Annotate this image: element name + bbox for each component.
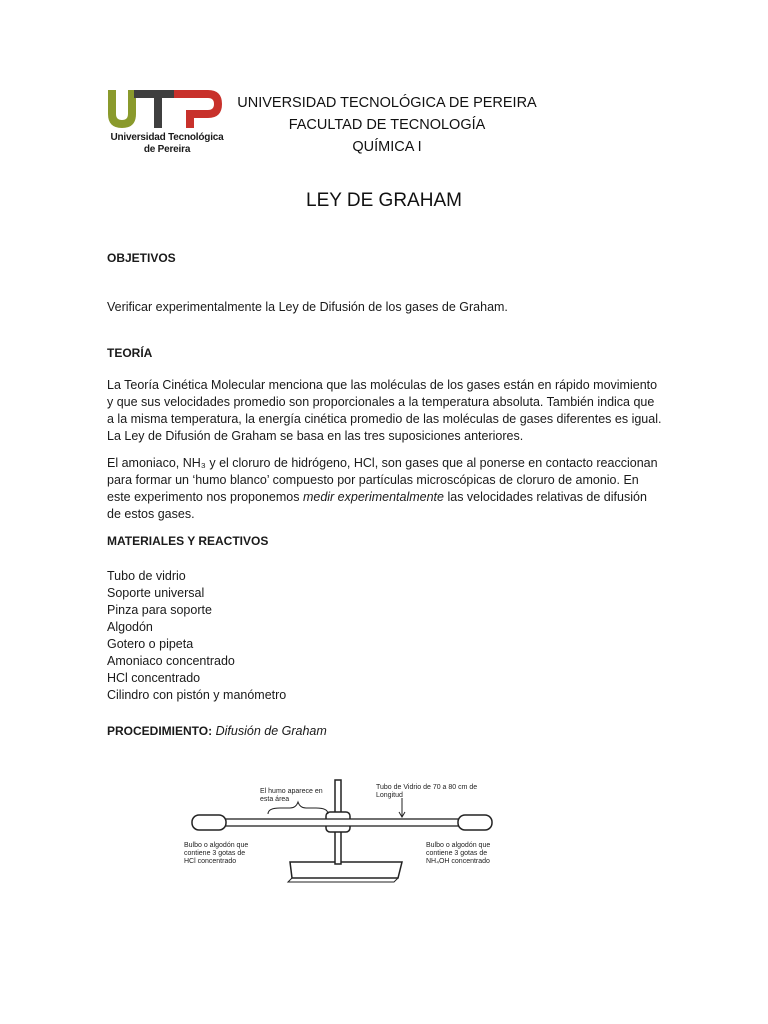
graham-diffusion-diagram — [140, 770, 528, 900]
list-item: Pinza para soporte — [107, 603, 212, 617]
teoria-p2-emphasis: medir experimentalmente — [302, 490, 444, 504]
procedimiento-subtitle: Difusión de Graham — [215, 724, 327, 738]
course-name: QUÍMICA I — [352, 139, 422, 155]
document-body — [107, 250, 667, 740]
procedimiento-heading: PROCEDIMIENTO: — [107, 724, 213, 738]
teoria-p1-line: y que sus velocidades promedio son proporcionales a la temperatura absoluta. También indica que — [107, 395, 655, 409]
materiales-list — [107, 568, 667, 704]
teoria-p1-line: La Teoría Cinética Molecular menciona que las moléculas de los gases están en rápido movimiento — [107, 378, 658, 392]
label-line: El humo aparece en — [260, 788, 323, 795]
teoria-p2-line: El amoniaco, NH₃ y el cloruro de hidrógeno, HCl, son gases que al ponerse en contacto reaccionan — [107, 456, 658, 470]
teoria-paragraph-2 — [107, 455, 667, 523]
label-line: esta área — [260, 796, 290, 803]
label-line: Bulbo o algodón que — [184, 842, 249, 849]
label-line: HCl concentrado — [184, 858, 237, 865]
teoria-p2-line: de estos gases. — [107, 507, 195, 521]
label-hcl-bulb — [184, 842, 248, 866]
utp-logo — [104, 86, 234, 166]
label-line: Bulbo o algodón que — [426, 842, 491, 849]
university-name: UNIVERSIDAD TECNOLÓGICA DE PEREIRA — [237, 95, 537, 111]
label-line: Tubo de Vidrio de 70 a 80 cm de — [376, 784, 478, 791]
list-item: Tubo de vidrio — [107, 569, 186, 583]
objetivos-heading: OBJETIVOS — [107, 251, 176, 265]
teoria-p2-text: las velocidades relativas de difusión — [444, 490, 647, 504]
teoria-p1-line: a la misma temperatura, la energía cinética promedio de las moléculas de gases diferentes es igual. — [107, 412, 662, 426]
teoria-p2-text: este experimento nos proponemos — [107, 490, 303, 504]
list-item: HCl concentrado — [107, 671, 201, 685]
label-line: NH₄OH concentrado — [426, 858, 490, 865]
teoria-p1-line: La Ley de Difusión de Graham se basa en las tres suposiciones anteriores. — [107, 429, 524, 443]
label-line: contiene 3 gotas de — [426, 850, 488, 857]
list-item: Algodón — [107, 620, 153, 634]
teoria-p2-line — [107, 489, 667, 506]
teoria-heading: TEORÍA — [107, 346, 153, 360]
utp-logo-mark — [104, 86, 230, 132]
label-tubo — [376, 784, 477, 800]
document-header — [222, 92, 552, 158]
faculty-name: FACULTAD DE TECNOLOGÍA — [288, 117, 486, 133]
logo-text-line2: de Pereira — [143, 144, 191, 155]
label-line: contiene 3 gotas de — [184, 850, 246, 857]
label-line: Longitud — [376, 792, 403, 799]
teoria-paragraph-1 — [107, 377, 667, 445]
list-item: Soporte universal — [107, 586, 205, 600]
logo-text-line1: Universidad Tecnológica — [110, 132, 224, 143]
procedimiento-line — [107, 723, 667, 740]
objetivos-text: Verificar experimentalmente la Ley de Difusión de los gases de Graham. — [107, 300, 508, 314]
label-humo — [260, 788, 323, 804]
list-item: Amoniaco concentrado — [107, 654, 235, 668]
materiales-heading: MATERIALES Y REACTIVOS — [107, 534, 269, 548]
teoria-p2-line: para formar un ‘humo blanco’ compuesto por partículas microscópicas de cloruro de amonio. En — [107, 473, 639, 487]
list-item: Gotero o pipeta — [107, 637, 194, 651]
list-item: Cilindro con pistón y manómetro — [107, 688, 287, 702]
label-nh4oh-bulb — [426, 842, 490, 866]
document-title: LEY DE GRAHAM — [306, 190, 462, 211]
